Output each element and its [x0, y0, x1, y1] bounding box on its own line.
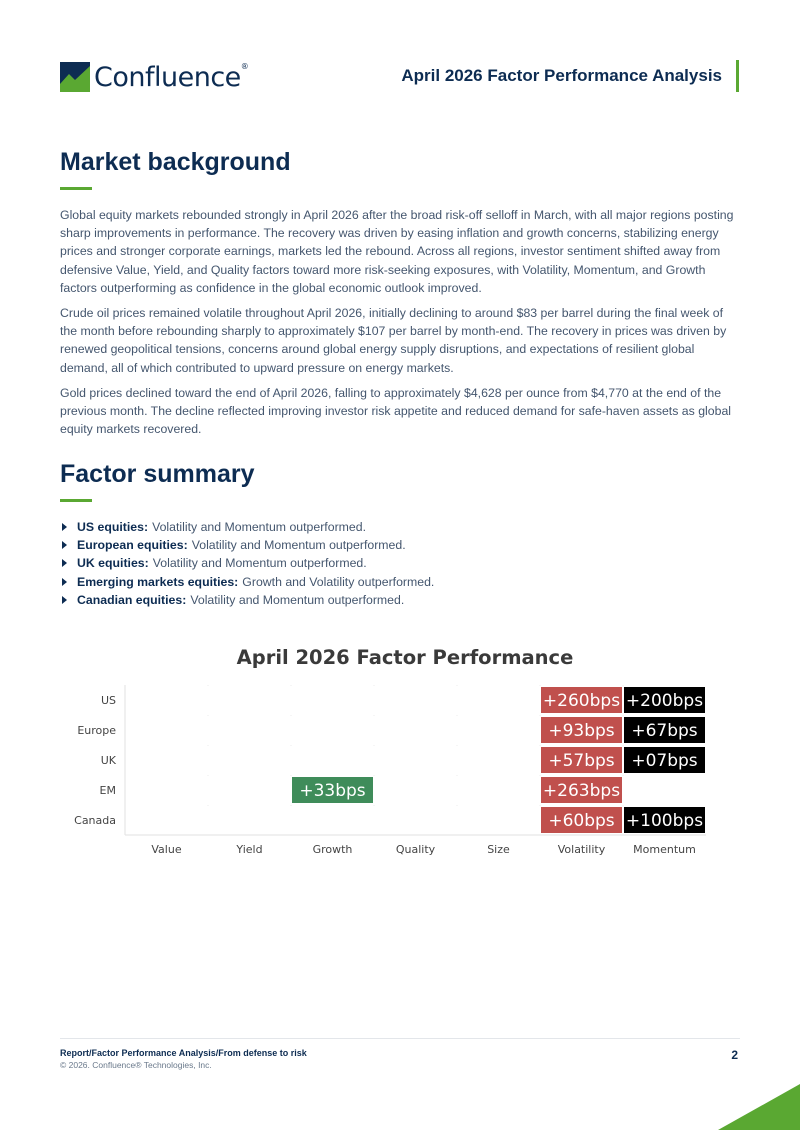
list-item — [60, 554, 434, 572]
cell-value-label: +67bps — [631, 721, 698, 741]
paragraph-gold: Gold prices declined toward the end of April 2026, falling to approximately $4,628 per ounce from $4,770 at the end of the previous month. The decline reflected improving investor risk appetite and reduced demand for safe-haven assets as global equity markets recovered. — [60, 386, 732, 437]
list-item — [60, 591, 434, 609]
confluence-logo — [60, 60, 260, 94]
cell-value-label: +100bps — [625, 811, 704, 831]
caret-right-icon — [62, 523, 67, 531]
caret-right-icon — [62, 541, 67, 549]
region-label: Emerging markets equities: — [77, 574, 239, 589]
x-tick-label: Volatility — [557, 843, 606, 856]
region-summary: Volatility and Momentum outperformed. — [152, 556, 367, 571]
heading-underline — [60, 499, 92, 502]
y-tick-label: Canada — [74, 814, 116, 827]
factor-summary-heading: Factor summary — [60, 460, 255, 488]
footer-breadcrumb: Report/Factor Performance Analysis/From defense to risk — [60, 1048, 307, 1058]
paragraph-oil: Crude oil prices remained volatile throughout April 2026, initially declining to around $83 per barrel during the final week of the month before rebounding sharply to approximately $107 per barrel by month-end. The recovery in prices was driven by renewed geopolitical tensions, concerns around global energy supply disruptions, and expectations of resilient global demand, all of which contributed to upward pressure on energy markets. — [60, 306, 727, 375]
page-number: 2 — [731, 1048, 738, 1062]
cell-value-label: +07bps — [631, 751, 698, 771]
y-tick-label: US — [100, 694, 116, 707]
region-summary: Growth and Volatility outperformed. — [242, 574, 435, 589]
region-summary: Volatility and Momentum outperformed. — [191, 538, 406, 553]
caret-right-icon — [62, 578, 67, 586]
x-tick-label: Yield — [236, 843, 263, 856]
list-item — [60, 573, 434, 591]
x-tick-label: Momentum — [633, 843, 696, 856]
region-summary: Volatility and Momentum outperformed. — [152, 520, 366, 535]
market-background-heading: Market background — [60, 148, 291, 176]
cell-value-label: +33bps — [299, 781, 366, 801]
region-label: US equities: — [77, 520, 149, 535]
logo-wordmark: Confluence® — [94, 61, 249, 93]
heading-underline — [60, 187, 92, 190]
factor-performance-heatmap — [0, 680, 800, 860]
region-label: Canadian equities: — [77, 592, 187, 607]
cell-value-label: +200bps — [625, 691, 704, 711]
x-tick-label: Quality — [395, 843, 436, 856]
chart-title: April 2026 Factor Performance — [236, 646, 574, 669]
caret-right-icon — [62, 596, 67, 604]
cell-value-label: +263bps — [542, 781, 621, 801]
header-accent-bar — [736, 60, 739, 92]
x-tick-label: Value — [151, 843, 182, 856]
document-title: April 2026 Factor Performance Analysis — [401, 66, 722, 85]
cell-value-label: +57bps — [548, 751, 615, 771]
footer-copyright: © 2026. Confluence® Technologies, Inc. — [60, 1060, 212, 1070]
y-tick-label: Europe — [77, 724, 116, 737]
list-item — [60, 536, 434, 554]
cell-value-label: +260bps — [542, 691, 621, 711]
region-label: UK equities: — [77, 556, 149, 571]
x-tick-label: Growth — [312, 843, 353, 856]
region-label: European equities: — [77, 538, 188, 553]
footer-divider — [60, 1038, 740, 1039]
cell-value-label: +60bps — [548, 811, 615, 831]
paragraph-equity: Global equity markets rebounded strongly in April 2026 after the broad risk-off selloff in March, with all major regions posting sharp improvements in performance. The recovery was driven by easing inflation and growth concerns, stabilizing energy prices and stronger corporate earnings, markets led the rebound. Across all regions, investor sentiment shifted away from defensive Value, Yield, and Quality factors toward more risk-seeking exposures, with Volatility, Momentum, and Growth factors outperforming as confidence in the global economic outlook improved. — [60, 208, 734, 295]
y-tick-label: UK — [100, 754, 116, 767]
region-summary: Volatility and Momentum outperformed. — [190, 592, 405, 607]
caret-right-icon — [62, 559, 67, 567]
x-tick-label: Size — [487, 843, 510, 856]
list-item — [60, 518, 434, 536]
confluence-logo-icon — [60, 62, 90, 92]
y-tick-label: EM — [99, 784, 116, 797]
corner-accent — [718, 1084, 800, 1130]
factor-summary-list — [60, 518, 434, 609]
cell-value-label: +93bps — [548, 721, 615, 741]
